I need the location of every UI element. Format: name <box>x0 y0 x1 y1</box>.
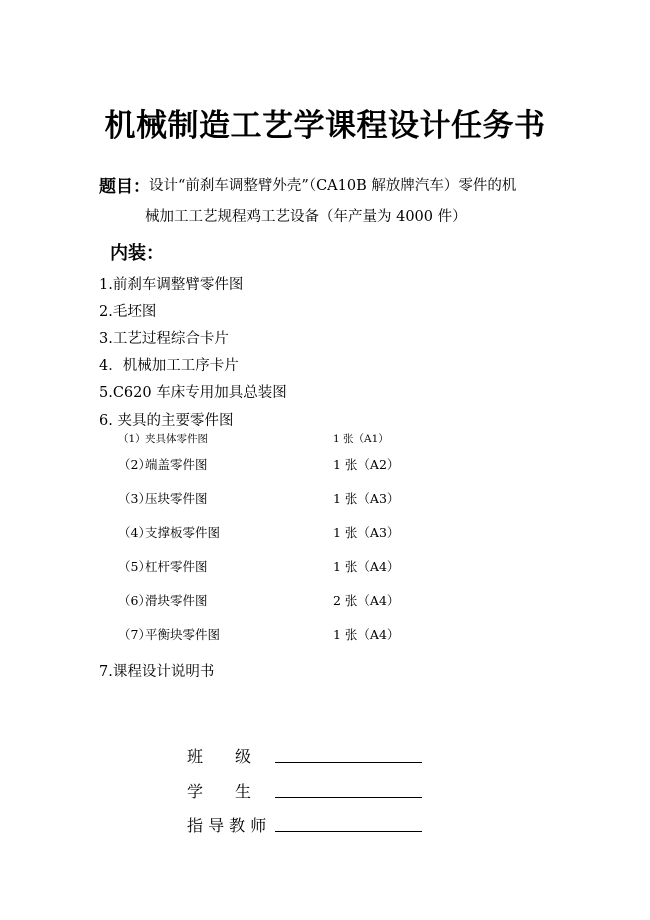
topic-text-line-2: 械加工工艺规程鸡工艺设备（年产量为 4000 件） <box>145 209 467 225</box>
sub-item-name: 压块零件图 <box>145 491 208 506</box>
sub-item-quantity: 1 张（A1） <box>333 433 389 445</box>
sub-item-name: 滑块零件图 <box>145 593 208 608</box>
sub-item-name: 平衡块零件图 <box>145 627 221 642</box>
contents-item-6: 6. 夹具的主要零件图 <box>99 413 234 429</box>
contents-item-2: 2.毛坯图 <box>99 304 157 320</box>
sub-item-quantity: 1 张（A4） <box>333 559 400 574</box>
student-field-line[interactable] <box>275 797 422 798</box>
sub-item-number: （4） <box>118 525 151 540</box>
sub-item-number: （3） <box>118 491 151 506</box>
class-field-line[interactable] <box>275 762 422 763</box>
contents-heading: 内装： <box>110 243 164 264</box>
contents-item-1: 1.前刹车调整臂零件图 <box>99 277 244 293</box>
sub-item-number: （6） <box>118 593 151 608</box>
sub-item-number: （7） <box>118 627 151 642</box>
contents-item-7: 7.课程设计说明书 <box>99 664 215 680</box>
class-label: 班 级 <box>187 747 252 766</box>
sub-item-name: 支撑板零件图 <box>145 525 221 540</box>
contents-item-4: 4．机械加工工序卡片 <box>99 358 239 374</box>
contents-item-5: 5.C620 车床专用加具总装图 <box>99 385 287 401</box>
sub-item-number: （5） <box>118 559 151 574</box>
sub-item-quantity: 1 张（A3） <box>333 525 400 540</box>
topic-label: 题目： <box>99 177 150 197</box>
sub-item-name: 杠杆零件图 <box>145 559 208 574</box>
sub-item-quantity: 1 张（A3） <box>333 491 400 506</box>
sub-item-number: （1） <box>118 433 146 445</box>
sub-item-name: 夹具体零件图 <box>145 433 208 445</box>
sub-item-name: 端盖零件图 <box>145 457 208 472</box>
sub-item-quantity: 1 张（A2） <box>333 457 400 472</box>
sub-item-number: （2） <box>118 457 151 472</box>
student-label: 学 生 <box>187 782 252 801</box>
sub-item-quantity: 2 张（A4） <box>333 593 400 608</box>
document-title: 机械制造工艺学课程设计任务书 <box>104 108 546 144</box>
instructor-label: 指 导 教 师 <box>187 816 267 835</box>
sub-item-quantity: 1 张（A4） <box>333 627 400 642</box>
instructor-field-line[interactable] <box>275 831 422 832</box>
topic-text-line-1: 设计“前刹车调整臂外壳”（CA10B 解放牌汽车）零件的机 <box>149 178 517 194</box>
contents-item-3: 3.工艺过程综合卡片 <box>99 331 229 347</box>
